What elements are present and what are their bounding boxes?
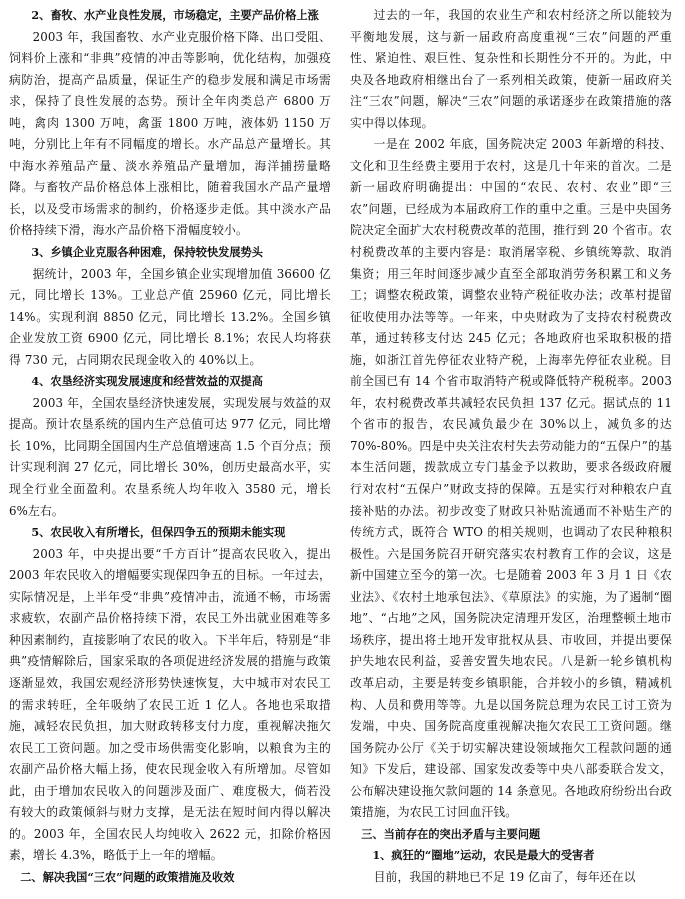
part-heading-policy-measures: 二、解决我国“三农”问题的政策措施及收效 (20, 869, 235, 884)
left-column (9, 5, 331, 888)
part-heading-problems: 三、当前存在的突出矛盾与主要问题 (361, 826, 541, 841)
paragraph-state-farms: 2003 年，全国农垦经济快速发展，实现发展与效益的双提高。预计农垦系统的国内生产总值可达 977 亿元，同比增长 10%，比同期全国国内生产总值增速高 1.5 个百分点；预计实现利润 27 亿元，同比增长 30%，创历史最高水平，实现全行业全面盈利。农垦系统人均年收入 3580 元，增长 6%左右。 (9, 395, 331, 518)
paragraph-farmer-income: 2003 年，中央提出要“千方百计”提高农民收入，提出 2003 年农民收入的增幅要实现保四争五的目标。一年过去，实际情况是，上半年受“非典”疫情冲击，流通不畅，市场需求疲软，农副产品价格持续下滑，农民工外出就业困难等多种因素制约，直接影响了农民的收入。下半年后，特别是“非典”疫情解除后，国家采取的各项促进经济发展的措施与政策逐渐显效，我国宏观经济形势快速恢复，大中城市对农民工的需求转旺，全年吸纳了农民工近 1 亿人。各地也采取措施，减轻农民负担，加大财政转移支付力度，重视解决拖欠农民工工资问题。加之受市场供需变化影响，以粮食为主的农副产品价格大幅上扬，使农民现金收入有所增加。尽管如此，由于增加农民收入的问题涉及面广、难度极大，倘若没有较大的政策倾斜与财力支撑，是无法在短时间内得以解决的。2003 年，全国农民人均纯收入 2622 元，扣除价格因素，增长 4.3%，略低于上一年的增幅。 (9, 546, 331, 863)
paragraph-land-grab: 目前，我国的耕地已不足 19 亿亩了，每年还在以 (373, 869, 636, 884)
right-column (350, 5, 672, 888)
paragraph-livestock: 2003 年，我国畜牧、水产业克服价格下降、出口受阻、饲料价上涨和“非典”疫情的冲击等影响，优化结构，加强疫病防治，提高产品质量，保证生产的稳步发展和满足市场需求，保持了良性发展的态势。预计全年肉类总产 6800 万吨，禽肉 1300 万吨，禽蛋 1800 万吨，液体奶 1150 万吨，分别比上年有不同幅度的增长。水产品总产量增长。其中海水养殖品产量、淡水养殖品产量增加，海洋捕捞量略降。与畜牧产品价格总体上涨相比，随着我国水产品产量增长，以及受市场需求的制约，价格逐步走低。其中淡水产品价格持续下滑，海水产品价格下滑幅度较小。 (9, 29, 331, 238)
paragraph-policy-measures: 一是在 2002 年底，国务院决定 2003 年新增的科技、文化和卫生经费主要用于农村，这是几十年来的首次。二是新一届政府明确提出：中国的“农民、农村、农业”即“三农”问题，已经成为本届政府工作的重中之重。三是中央国务院决定全面扩大农村税费改革的范围，推行到 20 个省市。农村税费改革的主要内容是：取消屠宰税、乡镇统筹款、取消集资；用三年时间逐步减少直至全部取消劳务积累工和义务工；调整农税政策，调整农业特产税征收办法；改革村提留征收使用办法等等。一年来，中央财政为了支持农村税费改革，通过转移支付达 245 亿元；各地政府也采取积极的措施，如浙江首先停征农业特产税，上海率先停征农业税。目前全国已有 14 个省市取消特产税或降低特产税税率。2003 年，农村税费改革共减轻农民负担 137 亿元。据试点的 11 个省市的报告，农民减负最少在 30%以上，减负多的达 70%-80%。四是中央关注农村失去劳动能力的“五保户”的基本生活问题，拨款成立专门基金予以救助，要求各级政府履行对农村“五保户”财政支持的保障。五是实行对种粮农户直接补贴的办法。初步改变了财政只补贴流通而不补贴生产的传统方式，既符合 WTO 的相关规则，也调动了农民种粮积极性。六是国务院召开研究落实农村教育工作的会议，这是新中国建立至今的第一次。七是随着 2003 年 3 月 1 日《农业法》、《农村土地承包法》、《草原法》的实施，为了遏制“圈地”、“占地”之风，国务院决定清理开发区，治理整顿土地市场秩序，提出将土地开发审批权从县、市收回，并提出要保护失地农民利益，妥善安置失地农民。八是新一轮乡镇机构改革启动，主要是转变乡镇职能，合并较小的乡镇，精减机构、人员和费用等等。九是以国务院总理为农民工讨工资为发端，中央、国务院高度重视解决拖欠农民工工资问题。继国务院办公厅《关于切实解决建设领域拖欠工程款问题的通知》下发后，建设部、国家发改委等中央八部委联合发文，公布解决建设拖欠款问题的 14 条意见。各地政府纷纷出台政策措施，为农民工讨回血汗钱。 (350, 137, 672, 820)
section-heading-state-farms: 4、农垦经济实现发展速度和经营效益的双提高 (31, 374, 263, 389)
section-heading-livestock: 2、畜牧、水产业良性发展，市场稳定，主要产品价格上涨 (31, 8, 319, 22)
section-heading-land-grab: 1、疯狂的“圈地”运动，农民是最大的受害者 (372, 848, 595, 863)
paragraph-policy-intro: 过去的一年，我国的农业生产和农村经济之所以能较为平衡地发展，这与新一届政府高度重视“三农”问题的严重性、紧迫性、艰巨性、复杂性和长期性分不开的。为此，中央及各地政府相继出台了一系列相关政策，使新一届政府关注“三农”问题，解决“三农”问题的承诺逐步在政策措施的落实中得以体现。 (350, 8, 672, 130)
section-heading-township-enterprises: 3、乡镇企业克服各种困难，保持较快发展势头 (31, 245, 263, 260)
paragraph-township-enterprises: 据统计，2003 年，全国乡镇企业实现增加值 36600 亿元，同比增长 13%。工业总产值 25960 亿元，同比增长 14%。实现利润 8850 亿元，同比增长 13.2%。全国乡镇企业发放工资 6900 亿元，同比增长 8.1%；农民人均将获得 730 元，占同期农民现金收入的 40%以上。 (9, 266, 331, 367)
section-heading-farmer-income: 5、农民收入有所增长，但保四争五的预期未能实现 (31, 525, 286, 540)
